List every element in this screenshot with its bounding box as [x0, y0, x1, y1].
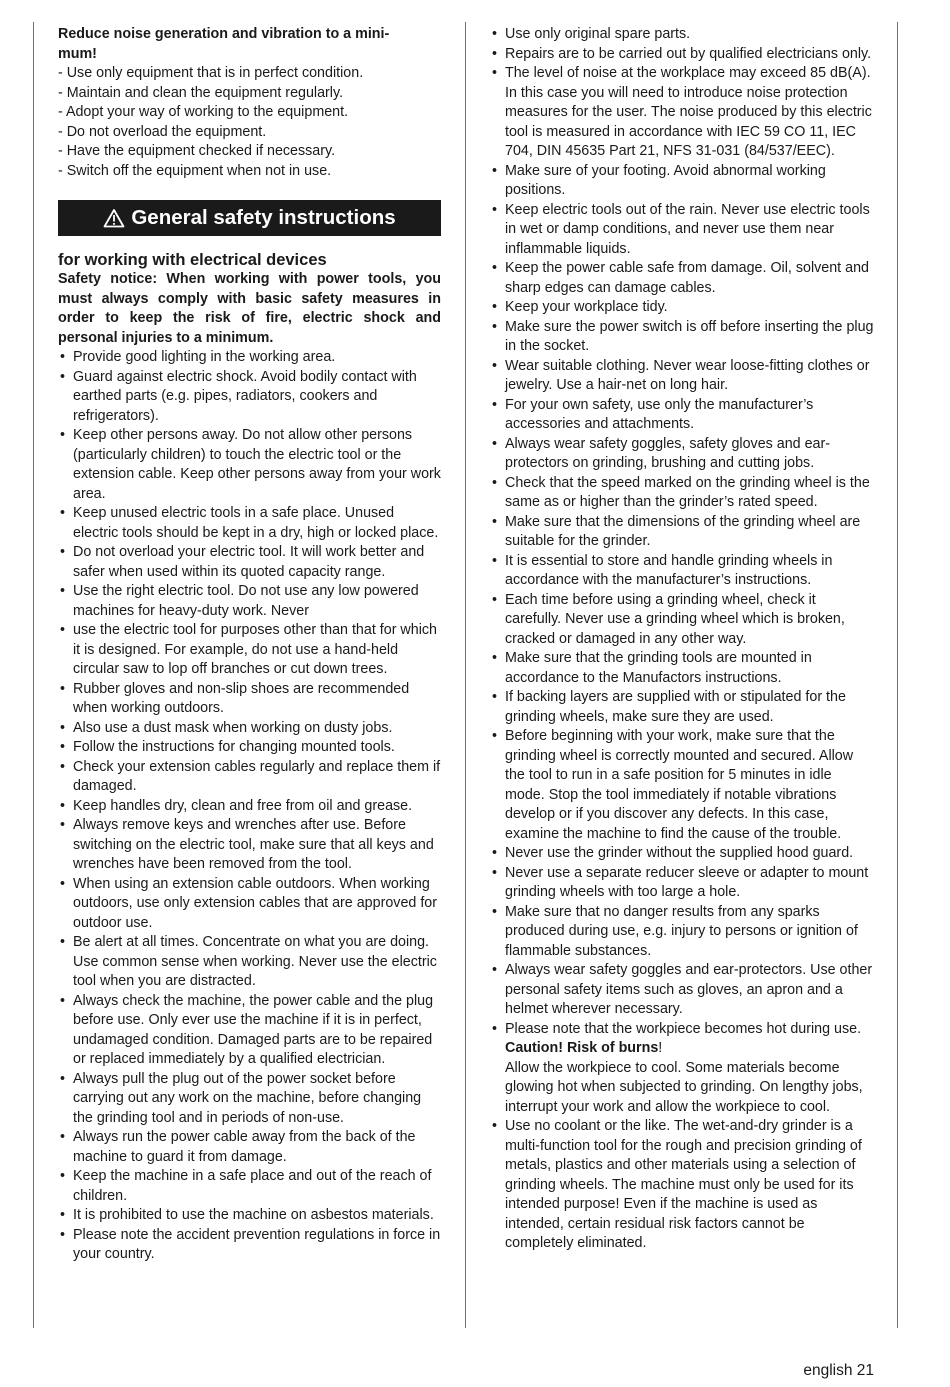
list-item: • Provide good lighting in the working area.	[58, 348, 441, 368]
list-item: • Rubber gloves and non-slip shoes are recommended when working outdoors.	[58, 680, 441, 719]
list-item: • Always run the power cable away from the back of the machine to guard it from damage.	[58, 1128, 441, 1167]
page-footer: english 21	[803, 1362, 874, 1379]
intro-line: - Adopt your way of working to the equipment.	[58, 104, 349, 120]
list-item: • Please note the accident prevention regulations in force in your country.	[58, 1226, 441, 1265]
list-item: • Make sure that the dimensions of the grinding wheel are suitable for the grinder.	[490, 513, 874, 552]
left-bullet-list	[58, 348, 441, 1265]
caution-label: Caution! Risk of burns	[505, 1040, 659, 1056]
list-item: • Use only original spare parts.	[490, 25, 874, 45]
intro-line: - Switch off the equipment when not in use.	[58, 162, 332, 179]
list-item: • Always wear safety goggles and ear-protectors. Use other personal safety items such as gloves, an apron and a helmet wherever necessary.	[490, 961, 874, 1020]
intro-line: - Do not overload the equipment.	[58, 123, 267, 140]
list-item: • Also use a dust mask when working on dusty jobs.	[58, 719, 441, 739]
caution-suffix: !	[658, 1040, 663, 1056]
section-subtitle: for working with electrical devices	[58, 251, 327, 269]
list-item: • Check that the speed marked on the grinding wheel is the same as or higher than the grinder’s rated speed.	[490, 474, 874, 513]
list-item: • Repairs are to be carried out by qualified electricians only.	[490, 45, 874, 65]
safety-notice: Safety notice: When working with power tools, you must always comply with basic safety measures in order to keep the risk of fire, electric shock and personal injuries to a minimum.	[58, 271, 441, 346]
list-item: • Always pull the plug out of the power socket before carrying out any work on the machine, before changing the grinding tool and in periods of non-use.	[58, 1070, 441, 1129]
list-item: • Keep other persons away. Do not allow other persons (particularly children) to touch the electric tool or the extension cable. Keep other persons away from your work area.	[58, 426, 441, 504]
list-item: • Never use a separate reducer sleeve or adapter to mount grinding wheels with too large a hole.	[490, 864, 874, 903]
list-item: • Make sure the power switch is off before inserting the plug in the socket.	[490, 318, 874, 357]
intro-line: - Have the equipment checked if necessary.	[58, 143, 336, 159]
list-item	[490, 1020, 874, 1118]
list-item: • Use the right electric tool. Do not use any low powered machines for heavy-duty work. Never	[58, 582, 441, 621]
intro-line: - Use only equipment that is in perfect condition.	[58, 65, 364, 81]
burn-item-text: Please note that the workpiece becomes hot during use.	[505, 1020, 862, 1037]
list-item: • Before beginning with your work, make sure that the grinding wheel is correctly mounted and secured. Allow the tool to run in a safe position for 5 minutes in idle mode. Stop the tool immediately if notable vibrations develop or if you discover any defects. In this case, examine the machine to find the cause of the trouble.	[490, 727, 874, 844]
list-item: • Check your extension cables regularly and replace them if damaged.	[58, 758, 441, 797]
right-bullet-list	[490, 25, 874, 1020]
right-bullet-list-continued	[490, 1020, 874, 1254]
list-item: • Make sure that no danger results from any sparks produced during use, e.g. injury to persons or ignition of flammable substances.	[490, 903, 874, 962]
list-item: • Do not overload your electric tool. It will work better and safer when used within its quoted capacity range.	[58, 543, 441, 582]
list-item: • Make sure of your footing. Avoid abnormal working positions.	[490, 162, 874, 201]
list-item: • Always remove keys and wrenches after use. Before switching on the electric tool, make sure that all keys and wrenches have been removed from the tool.	[58, 816, 441, 875]
right-column	[490, 25, 874, 1254]
list-item: • The level of noise at the workplace may exceed 85 dB(A). In this case you will need to introduce noise protection measures for the user. The noise produced by this electric tool is measured in accordance with IEC 59 CO 11, IEC 704, DIN 45635 Part 21, NFS 31-031 (84/537/EEC).	[490, 64, 874, 162]
list-item: • Keep electric tools out of the rain. Never use electric tools in wet or damp conditions, and never use them near inflammable liquids.	[490, 201, 874, 260]
list-item: • It is prohibited to use the machine on asbestos materials.	[58, 1206, 441, 1226]
list-item: • It is essential to store and handle grinding wheels in accordance with the manufacturer’s instructions.	[490, 552, 874, 591]
list-item: • Never use the grinder without the supplied hood guard.	[490, 844, 874, 864]
right-column-rule	[897, 22, 898, 1328]
center-column-rule	[465, 22, 466, 1328]
list-item: • Wear suitable clothing. Never wear loose-fitting clothes or jewelry. Use a hair-net on long hair.	[490, 357, 874, 396]
list-item: • Guard against electric shock. Avoid bodily contact with earthed parts (e.g. pipes, radiators, cookers and refrigerators).	[58, 368, 441, 427]
list-item: • Keep the power cable safe from damage. Oil, solvent and sharp edges can damage cables.	[490, 259, 874, 298]
list-item: • When using an extension cable outdoors. When working outdoors, use only extension cables that are approved for outdoor use.	[58, 875, 441, 934]
list-item: • use the electric tool for purposes other than that for which it is designed. For example, do not use a hand-held circular saw to lop off branches or cut down trees.	[58, 621, 441, 680]
list-item: • Follow the instructions for changing mounted tools.	[58, 738, 441, 758]
banner-title: General safety instructions	[131, 206, 396, 230]
section-banner	[58, 200, 441, 236]
intro-lines	[58, 64, 441, 181]
list-item: • Keep your workplace tidy.	[490, 298, 874, 318]
list-item: • Always wear safety goggles, safety gloves and ear-protectors on grinding, brushing and cutting jobs.	[490, 435, 874, 474]
intro-title: Reduce noise generation and vibration to a mini- mum!	[58, 26, 390, 62]
list-item: • For your own safety, use only the manufacturer’s accessories and attachments.	[490, 396, 874, 435]
list-item: • Always check the machine, the power cable and the plug before use. Only ever use the machine if it is in perfect, undamaged condition. Damaged parts are to be repaired or replaced immediately by a qualified electrician.	[58, 992, 441, 1070]
left-column	[58, 25, 441, 1265]
intro-line: - Maintain and clean the equipment regularly.	[58, 84, 344, 101]
warning-triangle-icon	[103, 208, 125, 228]
list-item: • Keep the machine in a safe place and out of the reach of children.	[58, 1167, 441, 1206]
list-item: • If backing layers are supplied with or stipulated for the grinding wheels, make sure they are used.	[490, 688, 874, 727]
list-item: • Each time before using a grinding wheel, check it carefully. Never use a grinding wheel which is broken, cracked or damaged in any other way.	[490, 591, 874, 650]
left-column-rule	[33, 22, 34, 1328]
list-item: • Keep unused electric tools in a safe place. Unused electric tools should be kept in a dry, high or locked place.	[58, 504, 441, 543]
list-item: • Keep handles dry, clean and free from oil and grease.	[58, 797, 441, 817]
list-item: • Be alert at all times. Concentrate on what you are doing. Use common sense when working. Never use the electric tool when you are distracted.	[58, 933, 441, 992]
burn-item-detail: Allow the workpiece to cool. Some materials become glowing hot when subjected to grinding. On lengthy jobs, interrupt your work and allow the workpiece to cool.	[505, 1059, 863, 1115]
list-item: • Make sure that the grinding tools are mounted in accordance to the Manufactors instructions.	[490, 649, 874, 688]
list-item: • Use no coolant or the like. The wet-and-dry grinder is a multi-function tool for the rough and precision grinding of metals, plastics and other materials using a selection of grinding wheels. The machine must only be used for its intended purpose! Even if the machine is used as intended, certain residual risk factors cannot be completely eliminated.	[490, 1117, 874, 1254]
